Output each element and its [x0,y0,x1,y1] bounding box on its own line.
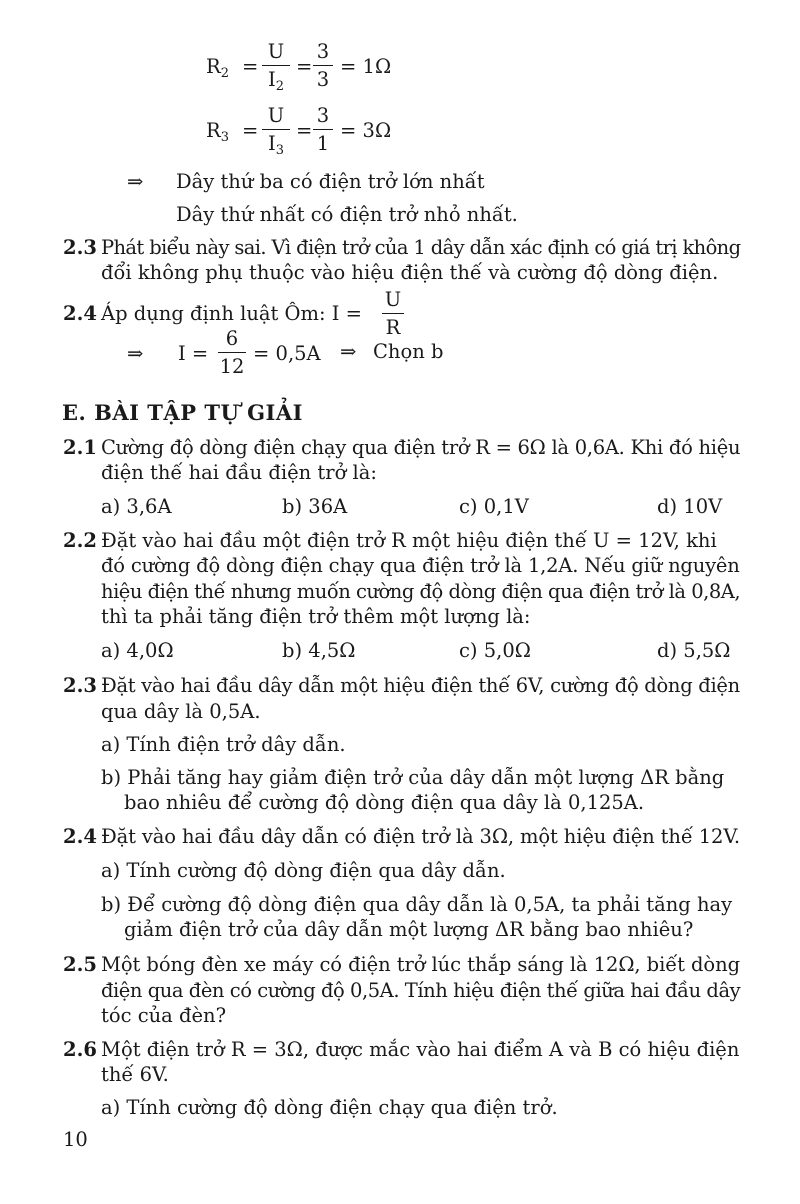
numerator: U [267,40,285,63]
denominator: $I_2$ [268,68,284,94]
exercise-text: tóc của đèn? [101,1004,227,1027]
numerator: U [267,104,285,127]
exercise-text: điện thế hai đầu điện trở là: [101,461,377,484]
solution-number: 2.4 [63,302,97,325]
option-c: c) 0,1V [459,495,529,518]
option-b: b) 36A [282,495,348,518]
subquestion-b: b) Để cường độ dòng điện qua dây dẫn là 0,5A, ta phải tăng hay [101,893,733,916]
r3-result: = 3Ω [340,119,392,142]
fraction-u-over-i3 [262,105,290,162]
numerator: U [384,288,402,311]
page-number: 10 [63,1128,88,1151]
exercise-text: hiệu điện thế nhưng muốn cường độ dòng điện qua điện trở là 0,8A, [101,580,741,603]
exercise-text: thì ta phải tăng điện trở thêm một lượng là: [101,605,531,628]
fraction-u-over-r [382,289,404,339]
numerator: 3 [316,40,330,63]
denominator: R [385,316,401,339]
exercise-text: điện qua đèn có cường độ 0,5A. Tính hiệu điện thế giữa hai đầu dây [101,979,741,1002]
r2-result: = 1Ω [340,55,392,78]
solution-text: Phát biểu này sai. Vì điện trở của 1 dây dẫn xác định có giá trị không [101,236,741,259]
solution-text: Áp dụng định luật Ôm: I = [101,302,363,325]
exercise-number: 2.2 [63,529,97,552]
exercise-number: 2.5 [63,953,97,976]
equals-sign: = [296,119,313,142]
implies-arrow: ⇒ [127,342,144,365]
equals-sign: = [242,119,259,142]
denominator: 12 [219,355,245,378]
exercise-text: Đặt vào hai đầu dây dẫn có điện trở là 3Ω, một hiệu điện thế 12V. [101,825,740,848]
option-a: a) 3,6A [101,495,172,518]
exercise-text: Một điện trở R = 3Ω, được mắc vào hai điểm A và B có hiệu điện [101,1038,740,1061]
fraction-6-over-12 [218,328,246,378]
fraction-3-over-3 [313,41,333,91]
exercise-text: Một bóng đèn xe máy có điện trở lúc thắp sáng là 12Ω, biết dòng [101,953,740,976]
exercise-text: qua dây là 0,5A. [101,700,261,723]
numerator: 3 [316,104,330,127]
subquestion-a: a) Tính cường độ dòng điện chạy qua điện trở. [101,1096,558,1119]
exercise-number: 2.1 [63,436,97,459]
current-result: = 0,5A [253,342,321,365]
r2-lhs: $R_2$ [206,55,229,81]
exercise-text: Đặt vào hai đầu dây dẫn một hiệu điện thế 6V, cường độ dòng điện [101,674,740,697]
exercise-text: thế 6V. [101,1063,169,1086]
fraction-u-over-i2 [262,41,290,98]
option-c: c) 5,0Ω [459,639,531,662]
solution-text: đổi không phụ thuộc vào hiệu điện thế và cường độ dòng điện. [101,261,719,284]
fraction-3-over-1 [313,105,333,155]
r3-lhs: $R_3$ [206,119,229,145]
conclusion-smallest: Dây thứ nhất có điện trở nhỏ nhất. [176,203,518,226]
subquestion-a: a) Tính điện trở dây dẫn. [101,733,346,756]
section-heading: E. BÀI TẬP TỰ GIẢI [62,400,303,425]
conclusion-largest: Dây thứ ba có điện trở lớn nhất [176,170,485,193]
equals-sign: = [242,55,259,78]
exercise-number: 2.3 [63,674,97,697]
exercise-text: Đặt vào hai đầu một điện trở R một hiệu điện thế U = 12V, khi [101,529,717,552]
numerator: 6 [225,327,239,350]
subquestion-b: giảm điện trở của dây dẫn một lượng ΔR bằng bao nhiêu? [124,918,694,941]
answer-choice: Chọn b [373,340,444,363]
subquestion-a: a) Tính cường độ dòng điện qua dây dẫn. [101,859,506,882]
option-d: d) 5,5Ω [657,639,731,662]
denominator: 1 [316,132,330,155]
solution-number: 2.3 [63,236,97,259]
subquestion-b: bao nhiêu để cường độ dòng điện qua dây là 0,125A. [124,791,645,814]
denominator: $I_3$ [268,132,284,158]
option-a: a) 4,0Ω [101,639,174,662]
exercise-number: 2.4 [63,825,97,848]
exercise-text: Cường độ dòng điện chạy qua điện trở R = 6Ω là 0,6A. Khi đó hiệu [101,436,741,459]
implies-arrow: ⇒ [127,170,144,193]
subquestion-b: b) Phải tăng hay giảm điện trở của dây dẫn một lượng ΔR bằng [101,766,725,789]
denominator: 3 [316,68,330,91]
exercise-text: đó cường độ dòng điện chạy qua điện trở là 1,2A. Nếu giữ nguyên [101,554,740,577]
option-b: b) 4,5Ω [282,639,356,662]
exercise-number: 2.6 [63,1038,97,1061]
implies-arrow: ⇒ [340,340,357,363]
current-equals: I = [178,342,209,365]
option-d: d) 10V [657,495,723,518]
equals-sign: = [296,55,313,78]
